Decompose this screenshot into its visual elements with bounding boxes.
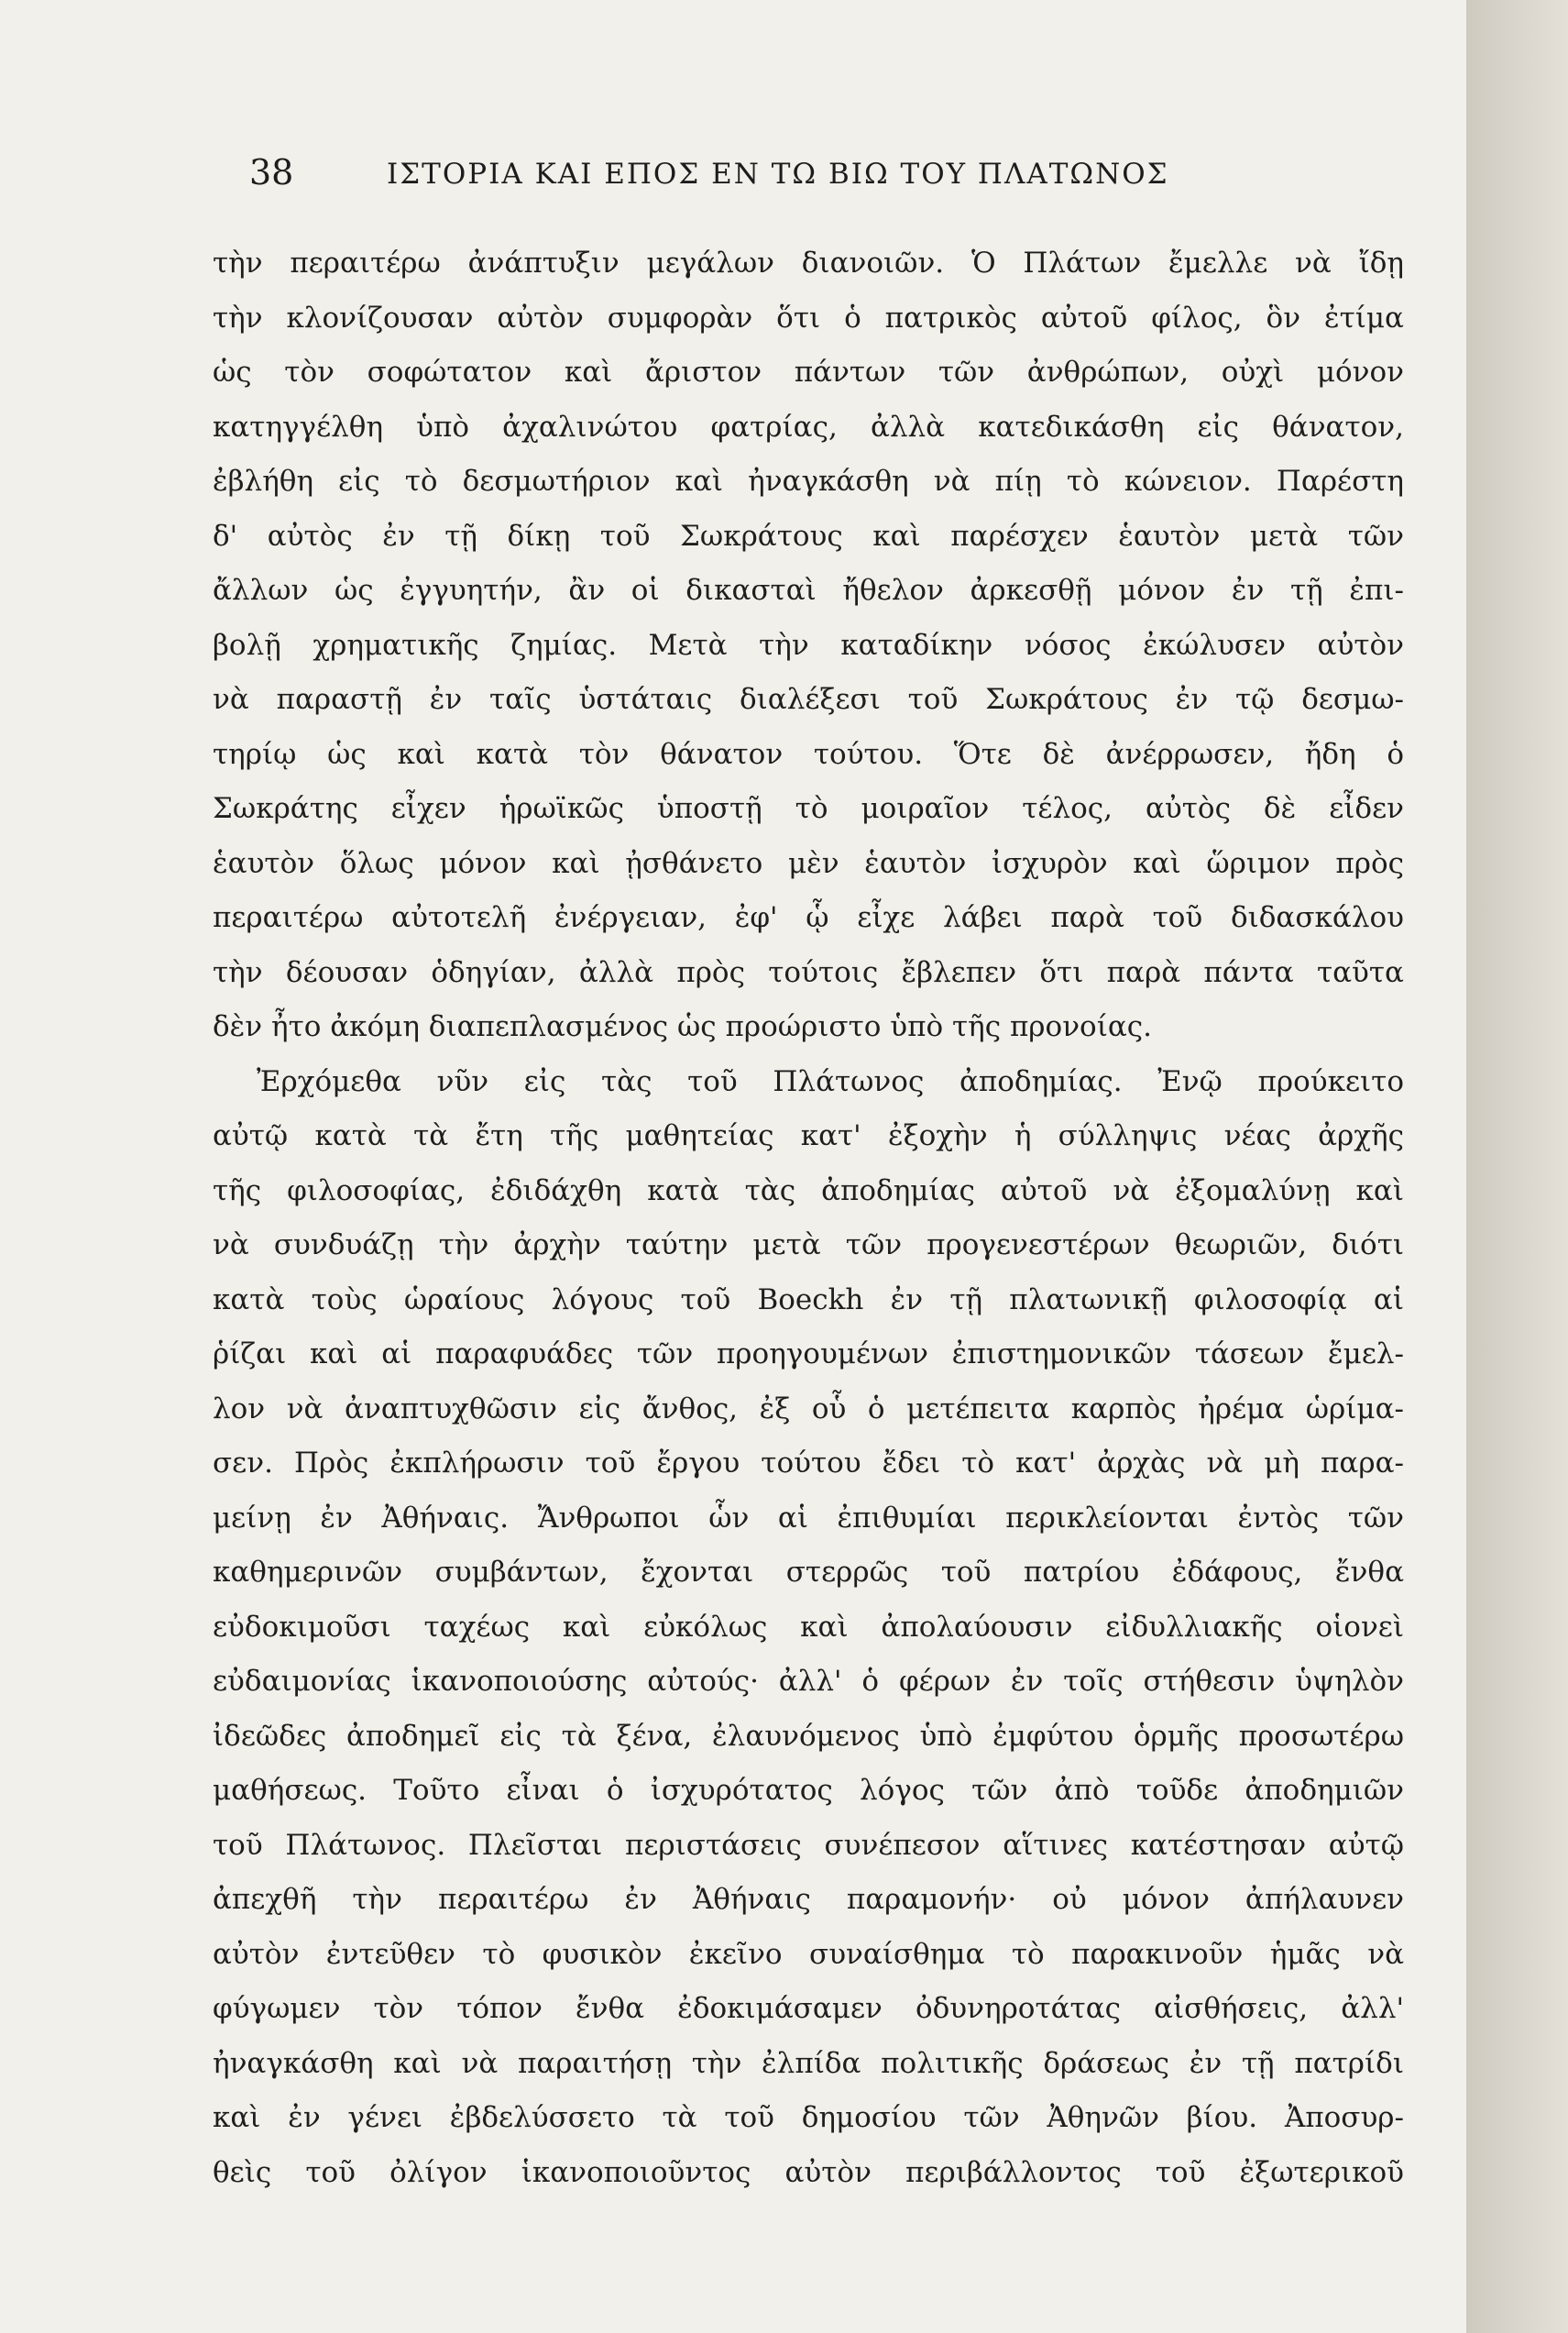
text-line: σεν. Πρὸς ἐκπλήρωσιν τοῦ ἔργου τούτου ἔδει τὸ κατ' ἀρχὰς νὰ μὴ παρα-	[213, 1447, 1404, 1480]
text-line: αὐτῷ κατὰ τὰ ἔτη τῆς μαθητείας κατ' ἐξοχὴν ἡ σύλληψις νέας ἀρχῆς	[213, 1119, 1404, 1152]
text-line: τὴν περαιτέρω ἀνάπτυξιν μεγάλων διανοιῶν. Ὁ Πλάτων ἔμελλε νὰ ἴδῃ	[213, 247, 1404, 280]
text-line: ἀπεχθῆ τὴν περαιτέρω ἐν Ἀθήναις παραμονήν· οὐ μόνον ἀπήλαυνεν	[213, 1883, 1404, 1916]
text-line: δ' αὐτὸς ἐν τῇ δίκῃ τοῦ Σωκράτους καὶ παρέσχεν ἑαυτὸν μετὰ τῶν	[213, 519, 1404, 553]
text-line: Σωκράτης εἶχεν ἡρωϊκῶς ὑποστῇ τὸ μοιραῖον τέλος, αὐτὸς δὲ εἶδεν	[213, 792, 1404, 825]
text-line: ἐβλήθη εἰς τὸ δεσμωτήριον καὶ ἠναγκάσθη νὰ πίῃ τὸ κώνειον. Παρέστη	[213, 465, 1404, 498]
text-line: τὴν κλονίζουσαν αὐτὸν συμφορὰν ὅτι ὁ πατρικὸς αὐτοῦ φίλος, ὃν ἐτίμα	[213, 301, 1404, 335]
text-line: βολῇ χρηματικῆς ζημίας. Μετὰ τὴν καταδίκην νόσος ἐκώλυσεν αὐτὸν	[213, 628, 1404, 662]
text-line: καθημερινῶν συμβάντων, ἔχονται στερρῶς τοῦ πατρίου ἐδάφους, ἔνθα	[213, 1556, 1404, 1589]
text-line: μείνῃ ἐν Ἀθήναις. Ἄνθρωποι ὧν αἱ ἐπιθυμίαι περικλείονται ἐντὸς τῶν	[213, 1501, 1404, 1535]
text-line: καὶ ἐν γένει ἐβδελύσσετο τὰ τοῦ δημοσίου τῶν Ἀθηνῶν βίου. Ἀποσυρ-	[213, 2101, 1404, 2134]
text-line: δὲν ἦτο ἀκόμη διαπεπλασμένος ὡς προώριστο ὑπὸ τῆς προνοίας.	[213, 1010, 1153, 1043]
text-line: μαθήσεως. Τοῦτο εἶναι ὁ ἰσχυρότατος λόγος τῶν ἀπὸ τοῦδε ἀποδημιῶν	[213, 1774, 1404, 1807]
text-line: τὴν δέουσαν ὁδηγίαν, ἀλλὰ πρὸς τούτοις ἔβλεπεν ὅτι παρὰ πάντα ταῦτα	[213, 955, 1404, 989]
text-line: λον νὰ ἀναπτυχθῶσιν εἰς ἄνθος, ἐξ οὗ ὁ μετέπειτα καρπὸς ἠρέμα ὡρίμα-	[213, 1392, 1404, 1425]
body-text	[213, 237, 1404, 2200]
paragraph-start-line: Ἐρχόμεθα νῦν εἰς τὰς τοῦ Πλάτωνος ἀποδημίας. Ἐνῷ προύκειτο	[257, 1064, 1404, 1098]
page-number: 38	[249, 152, 294, 193]
text-line: κατηγγέλθη ὑπὸ ἀχαλινώτου φατρίας, ἀλλὰ κατεδικάσθη εἰς θάνατον,	[213, 410, 1404, 444]
page-edge	[1466, 0, 1568, 2333]
text-line: τοῦ Πλάτωνος. Πλεῖσται περιστάσεις συνέπεσον αἵτινες κατέστησαν αὐτῷ	[213, 1828, 1404, 1862]
text-line: ὡς τὸν σοφώτατον καὶ ἄριστον πάντων τῶν ἀνθρώπων, οὐχὶ μόνον	[213, 356, 1404, 389]
text-line: θεὶς τοῦ ὀλίγον ἱκανοποιοῦντος αὐτὸν περιβάλλοντος τοῦ ἐξωτερικοῦ	[213, 2155, 1404, 2189]
text-line: ἠναγκάσθη καὶ νὰ παραιτήσῃ τὴν ἐλπίδα πολιτικῆς δράσεως ἐν τῇ πατρίδι	[213, 2046, 1404, 2080]
text-line: εὐδοκιμοῦσι ταχέως καὶ εὐκόλως καὶ ἀπολαύουσιν εἰδυλλιακῆς οἱονεὶ	[213, 1610, 1404, 1644]
text-line: αὐτὸν ἐντεῦθεν τὸ φυσικὸν ἐκεῖνο συναίσθημα τὸ παρακινοῦν ἡμᾶς νὰ	[213, 1937, 1404, 1971]
text-line: νὰ παραστῇ ἐν ταῖς ὑστάταις διαλέξεσι τοῦ Σωκράτους ἐν τῷ δεσμω-	[213, 683, 1404, 716]
text-line: τηρίῳ ὡς καὶ κατὰ τὸν θάνατον τούτου. Ὅτε δὲ ἀνέρρωσεν, ἤδη ὁ	[213, 737, 1404, 771]
text-line: εὐδαιμονίας ἱκανοποιούσης αὐτούς· ἀλλ' ὁ φέρων ἐν τοῖς στήθεσιν ὑψηλὸν	[213, 1665, 1404, 1698]
text-line: ἑαυτὸν ὅλως μόνον καὶ ᾐσθάνετο μὲν ἑαυτὸν ἰσχυρὸν καὶ ὥριμον πρὸς	[213, 846, 1404, 880]
text-line: περαιτέρω αὐτοτελῆ ἐνέργειαν, ἐφ' ᾧ εἶχε λάβει παρὰ τοῦ διδασκάλου	[213, 901, 1404, 934]
text-line: τῆς φιλοσοφίας, ἐδιδάχθη κατὰ τὰς ἀποδημίας αὐτοῦ νὰ ἐξομαλύνῃ καὶ	[213, 1173, 1404, 1207]
text-line: κατὰ τοὺς ὡραίους λόγους τοῦ Boeckh ἐν τῇ πλατωνικῇ φιλοσοφίᾳ αἱ	[213, 1282, 1404, 1316]
text-line: φύγωμεν τὸν τόπον ἔνθα ἐδοκιμάσαμεν ὀδυνηροτάτας αἰσθήσεις, ἀλλ'	[213, 1992, 1404, 2025]
text-line: ἰδεῶδες ἀποδημεῖ εἰς τὰ ξένα, ἐλαυνόμενος ὑπὸ ἐμφύτου ὁρμῆς προσωτέρω	[213, 1719, 1404, 1753]
text-line: νὰ συνδυάζῃ τὴν ἀρχὴν ταύτην μετὰ τῶν προγενεστέρων θεωριῶν, διότι	[213, 1228, 1404, 1261]
text-line: ἄλλων ὡς ἐγγυητήν, ἂν οἱ δικασταὶ ἤθελον ἀρκεσθῇ μόνον ἐν τῇ ἐπι-	[213, 574, 1404, 607]
running-title: ΙΣΤΟΡΙΑ ΚΑΙ ΕΠΟΣ ΕΝ ΤΩ ΒΙΩ ΤΟΥ ΠΛΑΤΩΝΟΣ	[387, 158, 1169, 191]
page-header	[249, 147, 1266, 211]
text-line: ῥίζαι καὶ αἱ παραφυάδες τῶν προηγουμένων ἐπιστημονικῶν τάσεων ἔμελ-	[213, 1337, 1404, 1370]
